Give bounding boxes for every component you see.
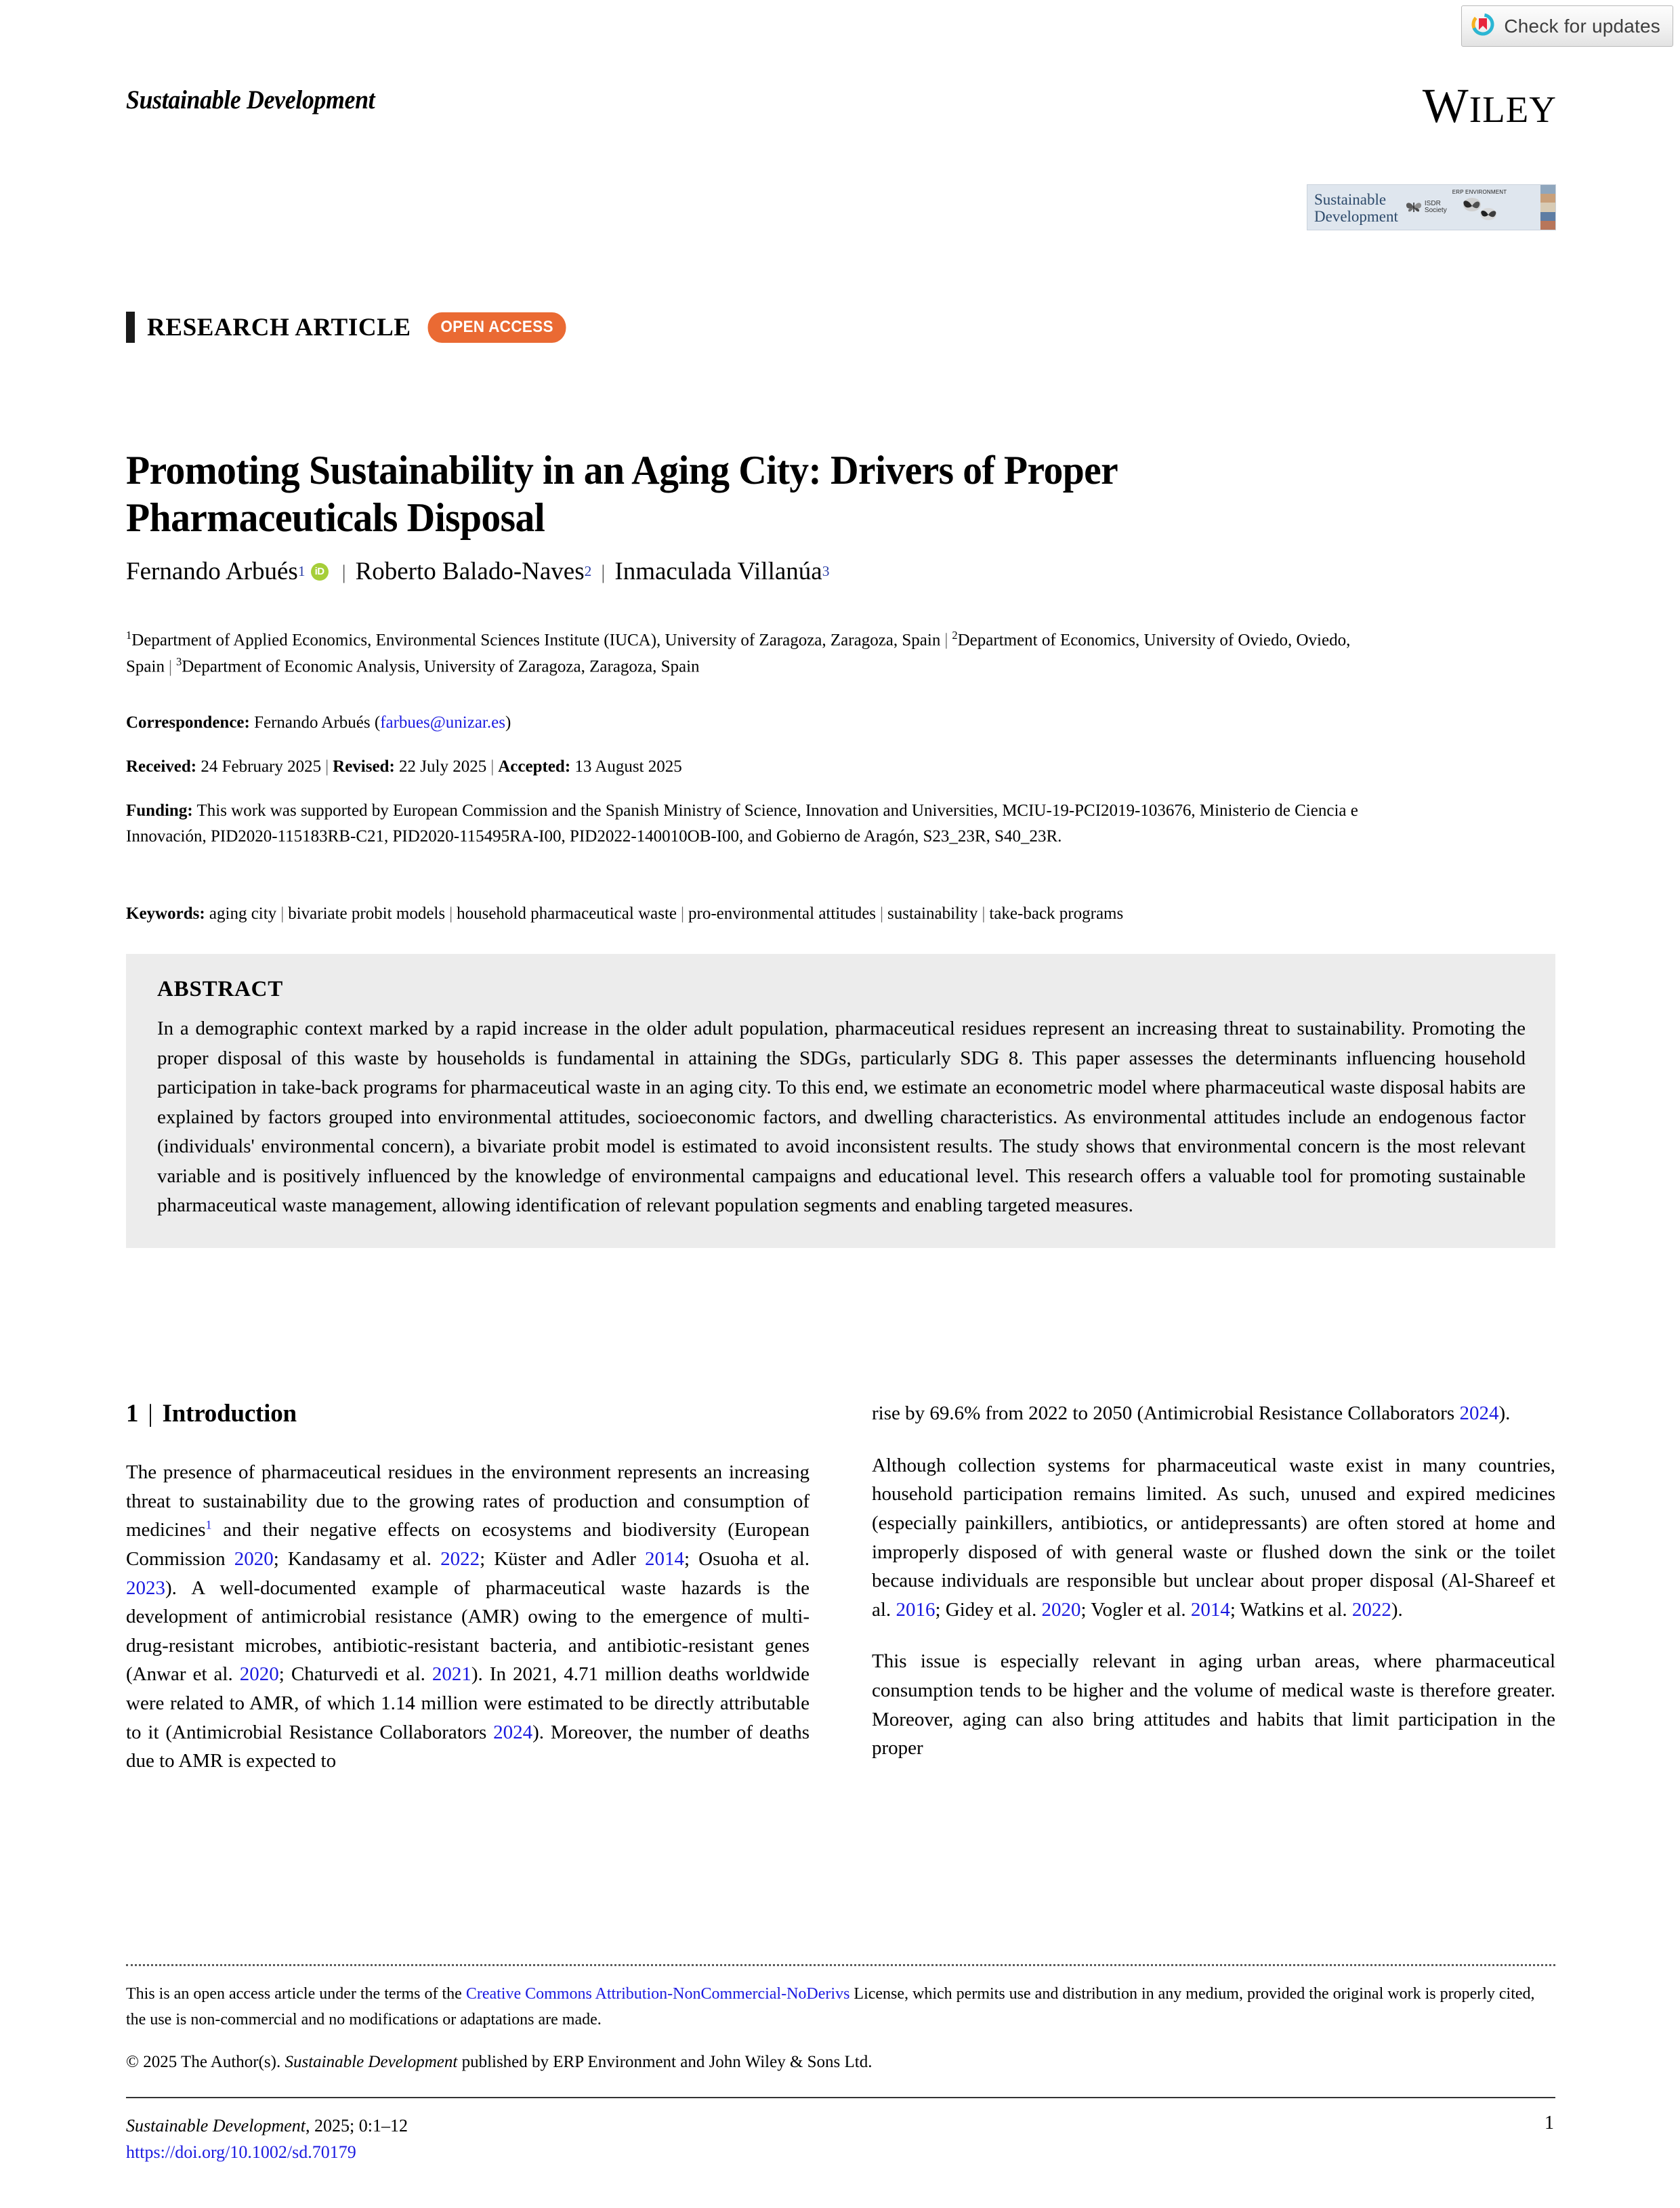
affil-text-2: Department of Economics, University of Oviedo, Oviedo, Spain	[126, 631, 1351, 676]
affil-sup-1: 1	[126, 629, 132, 642]
paragraph	[126, 1458, 810, 1776]
page-title: Promoting Sustainability in an Aging City: Drivers of Proper Pharmaceuticals Disposal	[126, 448, 1118, 540]
keyword-6[interactable]: take-back programs	[989, 904, 1124, 923]
author-affil-ref-1: 1	[297, 563, 306, 580]
para-text: rise by 69.6% from 2022 to 2050 (Antimicrobial Resistance Collaborators	[872, 1402, 1460, 1424]
copyright-journal: Sustainable Development	[285, 2053, 458, 2071]
footnote-divider	[126, 1964, 1555, 1966]
citation-link[interactable]: 2022	[1351, 1598, 1391, 1621]
correspondence-line: Correspondence: Fernando Arbués (farbues@unizar.es)	[126, 713, 511, 732]
revised-value: 22 July 2025	[399, 757, 487, 776]
received-label: Received:	[126, 757, 197, 776]
citation-link[interactable]: 2016	[896, 1598, 936, 1621]
copyright-post: published by ERP Environment and John Wiley & Sons Ltd.	[457, 2053, 873, 2071]
section-heading-introduction	[126, 1399, 810, 1428]
keyword-3[interactable]: household pharmaceutical waste	[457, 904, 677, 923]
kw-pipe-5: |	[982, 904, 986, 923]
body-column-right	[872, 1399, 1555, 1799]
check-for-updates-badge[interactable]	[1461, 5, 1673, 47]
section-title: Introduction	[162, 1400, 297, 1428]
keywords-label: Keywords:	[126, 904, 205, 923]
author-name-2[interactable]: Roberto Balado-Naves	[355, 558, 585, 585]
article-type-bar	[126, 312, 135, 343]
page-number: 1	[1545, 2112, 1554, 2133]
journal-name: Sustainable Development	[126, 85, 375, 114]
para-text: Although collection systems for pharmaceutical waste exist in many countries, household participation remains limited. As such, unused and expired medicines (especially painkillers, antibiotics, or antidepressants) are often stored at home and improperly disposed of with general waste or flushed down the sink or the toilet because individuals are responsible but unclear about proper disposal (Al-Shareef et al.	[872, 1454, 1555, 1621]
accepted-value: 13 August 2025	[574, 757, 682, 776]
footer-citation-line	[126, 2112, 408, 2139]
affil-sup-3: 3	[175, 655, 182, 669]
keywords-line	[126, 901, 1437, 927]
citation-link[interactable]: 2020	[239, 1663, 279, 1686]
correspondence-email[interactable]: farbues@unizar.es	[380, 713, 505, 732]
check-for-updates-label: Check for updates	[1504, 15, 1660, 37]
kw-pipe-3: |	[681, 904, 685, 923]
journal-cover-thumbnail	[1307, 184, 1556, 230]
butterfly-icon	[1405, 200, 1423, 215]
copyright-pre: © 2025 The Author(s).	[126, 2053, 285, 2071]
erp-environment-logo	[1452, 189, 1507, 226]
body-columns	[126, 1399, 1555, 1799]
doi-link[interactable]: https://doi.org/10.1002/sd.70179	[126, 2142, 356, 2162]
revised-label: Revised:	[333, 757, 395, 776]
orcid-icon[interactable]: iD	[311, 563, 329, 581]
dates-pipe-2: |	[490, 757, 495, 776]
affil-pipe-2: |	[168, 657, 172, 676]
accepted-label: Accepted:	[498, 757, 571, 776]
license-pre: This is an open access article under the terms of the	[126, 1985, 466, 2003]
author-separator-1: |	[341, 560, 346, 583]
license-post: License, which permits use and distribution in any medium, provided the original work is properly cited, the use is non-commercial and no modifications or adaptations are made.	[126, 1985, 1535, 2028]
erp-butterflies-icon	[1458, 195, 1500, 222]
citation-link[interactable]: 2024	[493, 1721, 533, 1743]
correspondence-name: Fernando Arbués	[254, 713, 371, 732]
keyword-4[interactable]: pro-environmental attitudes	[688, 904, 877, 923]
para-text: ; Osuoha et al.	[684, 1547, 810, 1570]
para-text: ; Küster and Adler	[480, 1547, 646, 1570]
open-access-badge: OPEN ACCESS	[427, 312, 566, 343]
wiley-logo-rest: ILEY	[1469, 89, 1557, 130]
wiley-logo	[1422, 79, 1557, 133]
author-separator-2: |	[601, 560, 606, 583]
keyword-2[interactable]: bivariate probit models	[288, 904, 446, 923]
article-type-label: RESEARCH ARTICLE	[147, 313, 411, 341]
author-affil-ref-3: 3	[822, 563, 830, 580]
affil-text-3: Department of Economic Analysis, University of Zaragoza, Zaragoza, Spain	[182, 657, 700, 676]
affil-text-1: Department of Applied Economics, Environmental Sciences Institute (IUCA), University of Zaragoza, Zaragoza, Spain	[131, 631, 941, 650]
section-number: 1	[126, 1400, 139, 1428]
isdr-society-logo	[1405, 200, 1447, 215]
paragraph	[872, 1399, 1555, 1428]
citation-link[interactable]: 2020	[234, 1547, 274, 1570]
isdr-label	[1425, 201, 1447, 214]
citation-link[interactable]: 2020	[1041, 1598, 1081, 1621]
para-text: ; Gidey et al.	[935, 1598, 1042, 1621]
funding-label: Funding:	[126, 801, 193, 820]
publication-dates	[126, 754, 1437, 780]
copyright-statement	[126, 2053, 1555, 2072]
citation-link[interactable]: 2021	[432, 1663, 471, 1686]
cover-logos	[1405, 185, 1540, 230]
author-name-3[interactable]: Inmaculada Villanúa	[614, 558, 822, 585]
citation-link[interactable]: 2023	[126, 1577, 165, 1599]
affil-pipe-1: |	[944, 631, 948, 650]
keyword-1[interactable]: aging city	[209, 904, 277, 923]
keyword-5[interactable]: sustainability	[887, 904, 978, 923]
cover-title-line1: Sustainable	[1314, 191, 1387, 208]
para-text: ; Kandasamy et al.	[273, 1547, 441, 1570]
abstract-heading: ABSTRACT	[157, 977, 284, 1001]
erp-label: ERP ENVIRONMENT	[1452, 189, 1507, 195]
footer-citation-detail: , 2025; 0:1–12	[306, 2116, 408, 2136]
wiley-logo-cap: W	[1422, 79, 1469, 133]
correspondence-label: Correspondence:	[126, 713, 250, 732]
footnote-ref-1[interactable]: 1	[205, 1518, 212, 1532]
abstract-box	[126, 954, 1555, 1248]
author-name-1[interactable]: Fernando Arbués	[126, 558, 298, 585]
para-text: ). A well-documented example of pharmaceutical waste hazards is the development of antimicrobial resistance (AMR) owing to the emergence of multi-drug-resistant microbes, antibiotic-resistant bacteria, and antibiotic-resistant genes (Anwar et al.	[126, 1577, 810, 1686]
license-link[interactable]: Creative Commons Attribution-NonCommercial-NoDerivs	[465, 1985, 850, 2003]
citation-link[interactable]: 2022	[440, 1547, 480, 1570]
para-text: ). In 2021, 4.71 million deaths worldwide were related to AMR, of which 1.14 million were estimated to be directly attributable to it (Antimicrobial Resistance Collaborators	[126, 1663, 810, 1743]
footer-divider	[126, 2097, 1555, 2098]
para-text: The presence of pharmaceutical residues in the environment represents an increasing threat to sustainability due to the growing rates of production and consumption of medicines	[126, 1461, 810, 1541]
paragraph	[872, 1451, 1555, 1625]
author-list	[126, 556, 829, 588]
cover-title	[1307, 185, 1398, 230]
para-text: ; Watkins et al.	[1230, 1598, 1352, 1621]
abstract-text: In a demographic context marked by a rapid increase in the older adult population, pharmaceutical residues represent an increasing threat to sustainability. Promoting the proper disposal of this waste by households is fundamental in attaining the SDGs, particularly SDG 8. This paper assesses the determinants influencing household participation in take-back programs for pharmaceutical waste in an aging city. To this end, we estimate an econometric model where pharmaceutical waste disposal habits are explained by factors grouped into environmental attitudes, socioeconomic factors, and dwelling characteristics. As environmental attitudes include an endogenous factor (individuals' environmental concern), a bivariate probit model is estimated to avoid inconsistent results. The study shows that environmental concern is the most relevant variable and is positively influenced by the knowledge of environmental campaigns and educational level. This research offers a valuable tool for promoting sustainable pharmaceutical waste management, allowing identification of relevant population segments and enabling targeted measures.	[157, 1018, 1526, 1216]
footer-citation	[126, 2112, 408, 2165]
affiliations	[126, 627, 1437, 680]
kw-pipe-1: |	[280, 904, 285, 923]
para-text: ).	[1498, 1402, 1511, 1424]
citation-link[interactable]: 2014	[645, 1547, 685, 1570]
footer-journal: Sustainable Development	[126, 2116, 306, 2136]
funding-statement	[126, 798, 1437, 850]
para-text: ).	[1391, 1598, 1403, 1621]
citation-link[interactable]: 2014	[1190, 1598, 1230, 1621]
affil-sup-2: 2	[952, 629, 958, 642]
para-text: ; Chaturvedi et al.	[278, 1663, 432, 1686]
para-text: and their negative effects on ecosystems and biodiversity (European Commission	[126, 1519, 810, 1570]
license-statement	[126, 1982, 1555, 2033]
isdr-line1: ISDR	[1424, 200, 1441, 207]
received-value: 24 February 2025	[201, 757, 322, 776]
section-divider: |	[148, 1400, 153, 1428]
crossmark-icon	[1471, 13, 1494, 39]
body-column-left	[126, 1399, 810, 1799]
citation-link[interactable]: 2024	[1459, 1402, 1499, 1424]
dates-pipe-1: |	[325, 757, 329, 776]
kw-pipe-2: |	[449, 904, 453, 923]
isdr-line2: Society	[1424, 207, 1447, 214]
article-type-row	[126, 312, 570, 343]
cover-color-strips	[1540, 185, 1555, 230]
paragraph: This issue is especially relevant in aging urban areas, where pharmaceutical consumption tends to be higher and the volume of medical waste is therefore greater. Moreover, aging can also bring attitudes and habits that limit participation in the proper	[872, 1650, 1555, 1759]
cover-title-line2: Development	[1314, 208, 1398, 225]
author-affil-ref-2: 2	[584, 563, 592, 580]
kw-pipe-4: |	[880, 904, 884, 923]
para-text: ; Vogler et al.	[1080, 1598, 1191, 1621]
para-text: ). Moreover, the number of deaths due to AMR is expected to	[126, 1721, 810, 1772]
funding-text: This work was supported by European Commission and the Spanish Ministry of Science, Innovation and Universities, MCIU-19-PCI2019-103676, Ministerio de Ciencia e Innovación, PID2020-115183RB-C21, PID2020-115495RA-I00, PID2022-140010OB-I00, and Gobierno de Aragón, S23_23R, S40_23R.	[126, 801, 1358, 846]
